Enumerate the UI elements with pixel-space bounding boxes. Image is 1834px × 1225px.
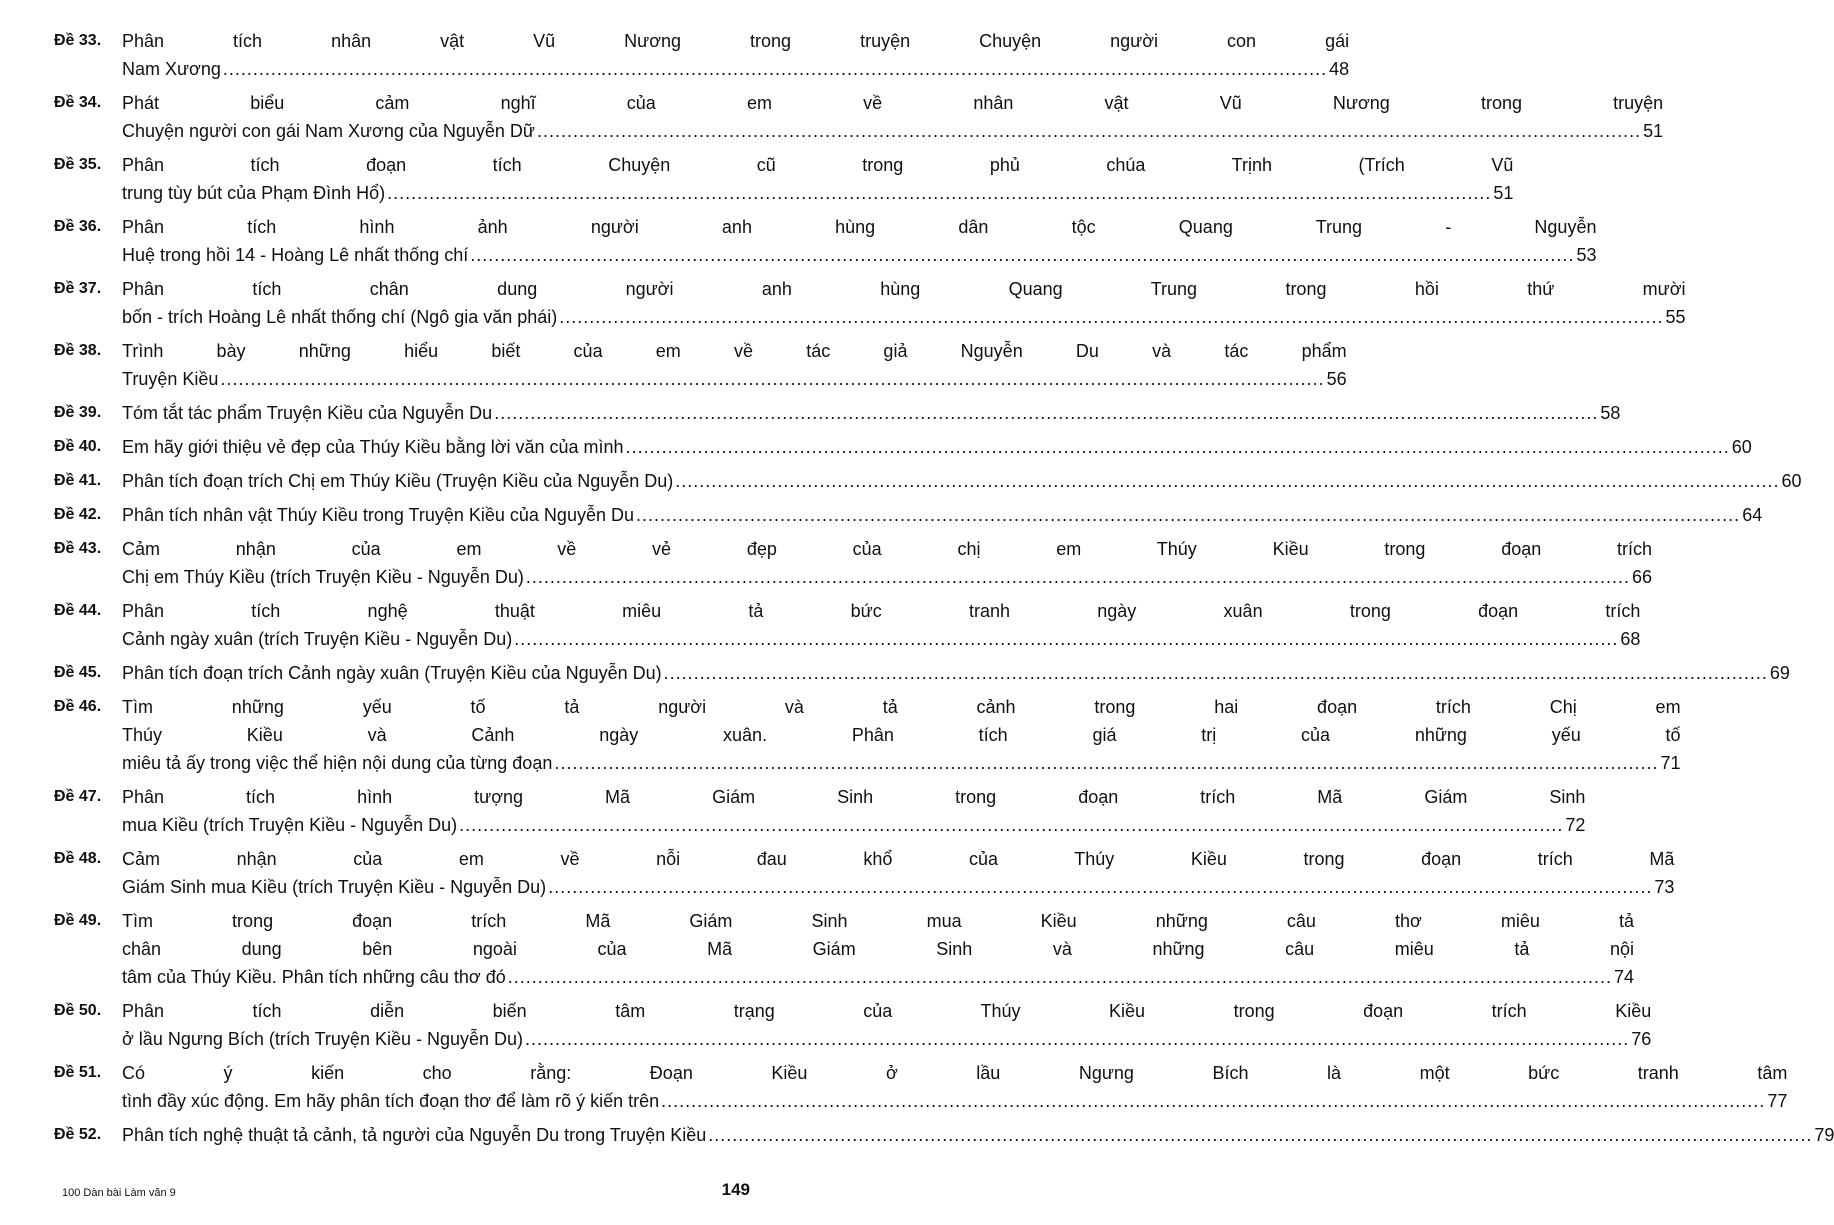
toc-entry-line xyxy=(122,179,1513,207)
toc-entry-page: 48 xyxy=(1329,59,1350,79)
toc-entry-line xyxy=(122,873,1674,901)
toc-entry-line: Thúy Kiều và Cảnh ngày xuân. Phân tích giá trị của những yếu tố xyxy=(122,725,1681,745)
toc-entry[interactable] xyxy=(54,659,1790,687)
toc-entry-label: Đề 36. xyxy=(54,218,102,235)
toc-entry-label: Đề 33. xyxy=(54,32,102,49)
toc-entry-label: Đề 52. xyxy=(54,1126,102,1143)
toc-entry-line-text: Giám Sinh mua Kiều (trích Truyện Kiều - Nguyễn Du) xyxy=(122,877,547,897)
toc-entry-line xyxy=(122,303,1686,331)
toc-entry[interactable] xyxy=(54,501,1763,529)
toc-entry[interactable] xyxy=(54,693,1681,777)
table-of-contents xyxy=(54,27,1834,1155)
toc-entry-line: Cảm nhận của em về vẻ đẹp của chị em Thúy Kiều trong đoạn trích xyxy=(122,539,1653,559)
dot-leader xyxy=(634,501,1742,529)
toc-entry-line: Có ý kiến cho rằng: Đoạn Kiều ở lầu Ngưng Bích là một bức tranh tâm xyxy=(122,1063,1788,1083)
toc-entry-page: 58 xyxy=(1600,403,1621,423)
toc-entry-line-text: miêu tả ấy trong việc thể hiện nội dung của từng đoạn xyxy=(122,753,553,773)
footer-page-number: 149 xyxy=(721,1180,750,1199)
toc-entry-line: Phân tích nhân vật Vũ Nương trong truyện Chuyện người con gái xyxy=(122,31,1350,51)
dot-leader xyxy=(535,117,1643,145)
toc-entry-title xyxy=(122,535,1652,591)
toc-entry-label: Đề 40. xyxy=(54,438,102,455)
toc-entry-page: 73 xyxy=(1654,877,1675,897)
toc-entry[interactable] xyxy=(54,907,1634,991)
toc-entry[interactable] xyxy=(54,597,1641,653)
toc-entry-label: Đề 47. xyxy=(54,788,102,805)
toc-entry[interactable] xyxy=(54,89,1664,145)
toc-entry-page: 64 xyxy=(1742,505,1763,525)
toc-entry[interactable] xyxy=(54,151,1514,207)
toc-entry-page: 60 xyxy=(1781,471,1802,491)
toc-entry[interactable] xyxy=(54,467,1802,495)
toc-entry-line-text: Chị em Thúy Kiều (trích Truyện Kiều - Nguyễn Du) xyxy=(122,567,524,587)
toc-entry-label: Đề 44. xyxy=(54,602,102,619)
toc-entry[interactable] xyxy=(54,213,1597,269)
toc-entry-line: Phân tích đoạn tích Chuyện cũ trong phủ chúa Trịnh (Trích Vũ xyxy=(122,155,1514,175)
toc-entry-line: Phân tích diễn biến tâm trạng của Thúy Kiều trong đoạn trích Kiều xyxy=(122,1001,1652,1021)
toc-entry-line-text: mua Kiều (trích Truyện Kiều - Nguyễn Du) xyxy=(122,815,458,835)
toc-entry-label: Đề 41. xyxy=(54,472,102,489)
toc-entry-line: Phân tích hình ảnh người anh hùng dân tộc Quang Trung - Nguyễn xyxy=(122,217,1597,237)
toc-entry-line xyxy=(122,625,1640,653)
toc-entry-label: Đề 42. xyxy=(54,506,102,523)
dot-leader xyxy=(624,433,1732,461)
toc-entry[interactable] xyxy=(54,275,1686,331)
toc-entry[interactable] xyxy=(54,337,1347,393)
toc-entry-page: 56 xyxy=(1326,369,1347,389)
toc-entry-page: 60 xyxy=(1731,437,1752,457)
toc-entry-page: 71 xyxy=(1660,753,1681,773)
toc-entry-line-text: Em hãy giới thiệu vẻ đẹp của Thúy Kiều bằng lời văn của mình xyxy=(122,437,624,457)
toc-entry-label: Đề 37. xyxy=(54,280,102,297)
toc-entry-line xyxy=(122,1121,1834,1149)
toc-entry-line-text: trung tùy bút của Phạm Đình Hổ) xyxy=(122,183,386,203)
toc-entry-line xyxy=(122,1087,1787,1115)
toc-entry-label: Đề 35. xyxy=(54,156,102,173)
toc-entry-title xyxy=(122,151,1513,207)
toc-entry-line xyxy=(122,55,1349,83)
toc-entry-label: Đề 38. xyxy=(54,342,102,359)
toc-entry-label: Đề 34. xyxy=(54,94,102,111)
toc-entry-line xyxy=(122,241,1596,269)
toc-entry-label: Đề 50. xyxy=(54,1002,102,1019)
toc-entry-line-text: Chuyện người con gái Nam Xương của Nguyễn Dữ xyxy=(122,121,535,141)
toc-entry-line xyxy=(122,433,1752,461)
toc-entry-line xyxy=(122,501,1762,529)
toc-entry[interactable] xyxy=(54,783,1586,839)
toc-entry-page: 72 xyxy=(1565,815,1586,835)
toc-entry-line-text: Phân tích nhân vật Thúy Kiều trong Truyện Kiều của Nguyễn Du xyxy=(122,505,634,525)
toc-entry-page: 77 xyxy=(1767,1091,1788,1111)
toc-entry-title xyxy=(122,597,1640,653)
toc-entry-line-text: tâm của Thúy Kiều. Phân tích những câu thơ đó xyxy=(122,967,506,987)
toc-entry-page: 69 xyxy=(1769,663,1790,683)
dot-leader xyxy=(552,749,1660,777)
toc-entry-line: Phát biểu cảm nghĩ của em về nhân vật Vũ Nương trong truyện xyxy=(122,93,1664,113)
toc-entry-title xyxy=(122,27,1349,83)
toc-entry-line-text: tình đầy xúc động. Em hãy phân tích đoạn thơ để làm rõ ý kiến trên xyxy=(122,1091,660,1111)
toc-entry-line xyxy=(122,563,1652,591)
toc-entry[interactable] xyxy=(54,535,1653,591)
toc-entry[interactable] xyxy=(54,1059,1788,1115)
toc-entry-line-text: bốn - trích Hoàng Lê nhất thống chí (Ngô gia văn phái) xyxy=(122,307,558,327)
toc-entry-label: Đề 49. xyxy=(54,912,102,929)
dot-leader xyxy=(221,55,1329,83)
toc-entry-line-text: Phân tích đoạn trích Cảnh ngày xuân (Truyện Kiều của Nguyễn Du) xyxy=(122,663,662,683)
toc-entry-line-text: Cảnh ngày xuân (trích Truyện Kiều - Nguyễn Du) xyxy=(122,629,513,649)
footer-book-title: 100 Dàn bài Làm văn 9 xyxy=(62,1187,176,1199)
toc-entry-page: 68 xyxy=(1620,629,1641,649)
toc-entry-line xyxy=(122,365,1347,393)
toc-entry-title xyxy=(122,693,1681,777)
toc-entry[interactable] xyxy=(54,1121,1834,1149)
toc-entry-line xyxy=(122,1025,1651,1053)
toc-entry-line: Phân tích hình tượng Mã Giám Sinh trong đoạn trích Mã Giám Sinh xyxy=(122,787,1586,807)
toc-entry-title xyxy=(122,275,1686,331)
dot-leader xyxy=(385,179,1493,207)
toc-entry-line-text: Huệ trong hồi 14 - Hoàng Lê nhất thống chí xyxy=(122,245,469,265)
toc-entry-line: Phân tích nghệ thuật miêu tả bức tranh ngày xuân trong đoạn trích xyxy=(122,601,1641,621)
toc-entry-line: Cảm nhận của em về nỗi đau khổ của Thúy Kiều trong đoạn trích Mã xyxy=(122,849,1675,869)
dot-leader xyxy=(457,811,1565,839)
toc-entry-title xyxy=(122,659,1790,687)
toc-entry-line-text: ở lầu Ngưng Bích (trích Truyện Kiều - Nguyễn Du) xyxy=(122,1029,524,1049)
toc-entry-line: Trình bày những hiểu biết của em về tác giả Nguyễn Du và tác phẩm xyxy=(122,341,1347,361)
toc-entry-line xyxy=(122,811,1585,839)
toc-entry-label: Đề 51. xyxy=(54,1064,102,1081)
toc-entry-title xyxy=(122,399,1620,427)
toc-entry[interactable] xyxy=(54,399,1621,427)
toc-entry-page: 66 xyxy=(1632,567,1653,587)
toc-entry[interactable] xyxy=(54,845,1675,901)
toc-entry-label: Đề 48. xyxy=(54,850,102,867)
toc-entry-page: 51 xyxy=(1493,183,1514,203)
toc-entry-line: Tìm những yếu tố tả người và tả cảnh trong hai đoạn trích Chị em xyxy=(122,697,1681,717)
toc-entry-line: Tìm trong đoạn trích Mã Giám Sinh mua Kiều những câu thơ miêu tả xyxy=(122,911,1634,931)
toc-entry-title xyxy=(122,783,1585,839)
toc-entry-label: Đề 39. xyxy=(54,404,102,421)
dot-leader xyxy=(524,563,1632,591)
toc-entry-page: 51 xyxy=(1643,121,1664,141)
toc-entry-line-text: Nam Xương xyxy=(122,59,221,79)
dot-leader xyxy=(492,399,1600,427)
toc-entry-title xyxy=(122,845,1674,901)
toc-entry[interactable] xyxy=(54,433,1752,461)
toc-entry-line xyxy=(122,659,1790,687)
dot-leader xyxy=(468,241,1576,269)
dot-leader xyxy=(523,1025,1631,1053)
toc-entry-line xyxy=(122,749,1681,777)
toc-entry-page: 74 xyxy=(1613,967,1634,987)
dot-leader xyxy=(659,1087,1767,1115)
toc-entry-line xyxy=(122,117,1663,145)
toc-entry-line xyxy=(122,963,1634,991)
toc-entry-line: Phân tích chân dung người anh hùng Quang Trung trong hồi thứ mười xyxy=(122,279,1686,299)
toc-entry-line: chân dung bên ngoài của Mã Giám Sinh và những câu miêu tả nội xyxy=(122,939,1634,959)
dot-leader xyxy=(512,625,1620,653)
toc-entry-page: 79 xyxy=(1814,1125,1834,1145)
toc-entry-line xyxy=(122,399,1620,427)
toc-entry-title xyxy=(122,1121,1834,1149)
toc-entry[interactable] xyxy=(54,27,1350,83)
toc-entry-title xyxy=(122,907,1634,991)
dot-leader xyxy=(673,467,1781,495)
dot-leader xyxy=(557,303,1665,331)
toc-entry-title xyxy=(122,213,1596,269)
toc-entry-line xyxy=(122,467,1802,495)
toc-entry-line-text: Phân tích đoạn trích Chị em Thúy Kiều (Truyện Kiều của Nguyễn Du) xyxy=(122,471,674,491)
toc-entry-title xyxy=(122,89,1663,145)
toc-entry-page: 76 xyxy=(1631,1029,1652,1049)
toc-entry-page: 55 xyxy=(1665,307,1686,327)
toc-entry-title xyxy=(122,337,1347,393)
dot-leader xyxy=(546,873,1654,901)
toc-entry[interactable] xyxy=(54,997,1652,1053)
toc-entry-label: Đề 43. xyxy=(54,540,102,557)
toc-entry-title xyxy=(122,1059,1787,1115)
toc-entry-page: 53 xyxy=(1576,245,1597,265)
toc-entry-title xyxy=(122,997,1651,1053)
dot-leader xyxy=(662,659,1770,687)
dot-leader xyxy=(218,365,1326,393)
dot-leader xyxy=(506,963,1614,991)
toc-entry-title xyxy=(122,467,1802,495)
dot-leader xyxy=(706,1121,1814,1149)
toc-entry-title xyxy=(122,501,1762,529)
toc-entry-line-text: Truyện Kiều xyxy=(122,369,219,389)
toc-entry-label: Đề 45. xyxy=(54,664,102,681)
toc-entry-line-text: Tóm tắt tác phẩm Truyện Kiều của Nguyễn Du xyxy=(122,403,493,423)
toc-entry-title xyxy=(122,433,1752,461)
toc-entry-line-text: Phân tích nghệ thuật tả cảnh, tả người của Nguyễn Du trong Truyện Kiều xyxy=(122,1125,707,1145)
toc-entry-label: Đề 46. xyxy=(54,698,102,715)
